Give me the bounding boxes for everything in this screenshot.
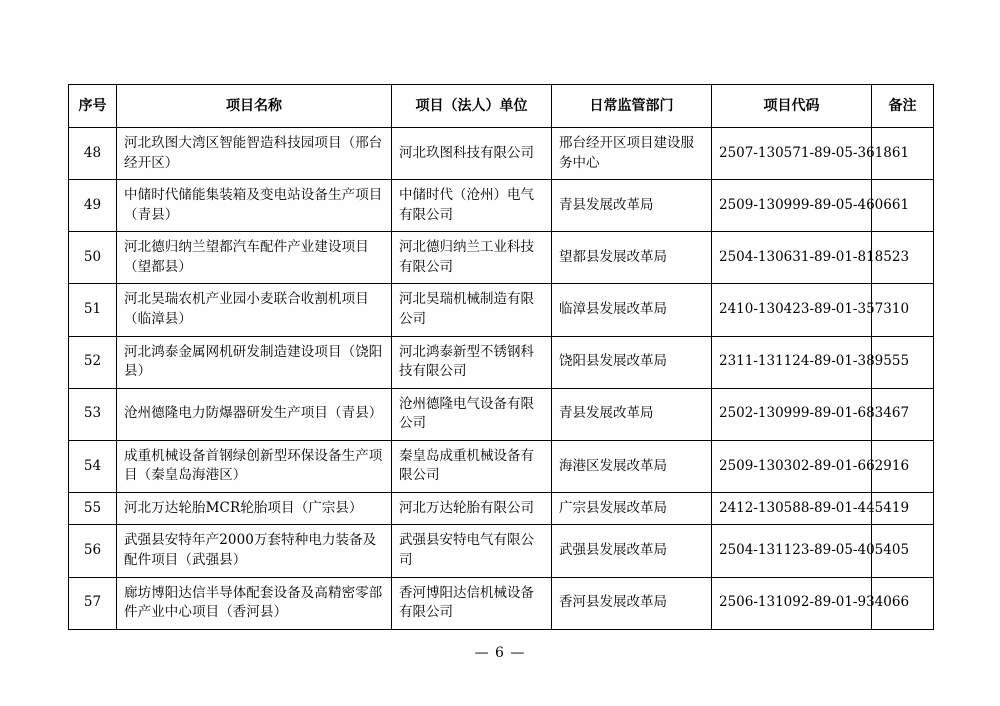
cell-supervision-dept: 香河县发展改革局 — [552, 577, 712, 629]
cell-project-code: 2502-130999-89-01-683467 — [712, 388, 872, 440]
cell-no: 48 — [69, 128, 117, 180]
cell-supervision-dept: 望都县发展改革局 — [552, 232, 712, 284]
cell-no: 54 — [69, 440, 117, 492]
cell-project-name: 武强县安特年产2000万套特种电力装备及配件项目（武强县） — [117, 525, 392, 577]
table-row — [69, 525, 934, 577]
cell-project-code: 2410-130423-89-01-357310 — [712, 284, 872, 336]
table-row — [69, 232, 934, 284]
cell-no: 57 — [69, 577, 117, 629]
cell-project-name: 河北鸿泰金属网机研发制造建设项目（饶阳县） — [117, 336, 392, 388]
cell-entity: 沧州德隆电气设备有限公司 — [392, 388, 552, 440]
table-row — [69, 284, 934, 336]
column-header-project-code: 项目代码 — [712, 85, 872, 128]
cell-supervision-dept: 青县发展改革局 — [552, 180, 712, 232]
cell-project-name: 河北德归纳兰望都汽车配件产业建设项目（望都县） — [117, 232, 392, 284]
cell-project-code: 2509-130302-89-01-662916 — [712, 440, 872, 492]
cell-no: 49 — [69, 180, 117, 232]
cell-entity: 河北玖图科技有限公司 — [392, 128, 552, 180]
cell-entity: 武强县安特电气有限公司 — [392, 525, 552, 577]
cell-entity: 河北鸿泰新型不锈钢科技有限公司 — [392, 336, 552, 388]
cell-project-code: 2509-130999-89-05-460661 — [712, 180, 872, 232]
cell-entity: 河北德归纳兰工业科技有限公司 — [392, 232, 552, 284]
cell-project-code: 2311-131124-89-01-389555 — [712, 336, 872, 388]
table-row — [69, 440, 934, 492]
cell-entity: 河北昊瑞机械制造有限公司 — [392, 284, 552, 336]
cell-supervision-dept: 邢台经开区项目建设服务中心 — [552, 128, 712, 180]
table-row — [69, 128, 934, 180]
table-header — [69, 85, 934, 128]
column-header-supervision-dept: 日常监管部门 — [552, 85, 712, 128]
cell-project-name: 沧州德隆电力防爆器研发生产项目（青县） — [117, 388, 392, 440]
cell-entity: 秦皇岛成重机械设备有限公司 — [392, 440, 552, 492]
cell-no: 56 — [69, 525, 117, 577]
cell-project-name: 成重机械设备首钢绿创新型环保设备生产项目（秦皇岛海港区） — [117, 440, 392, 492]
cell-entity: 中储时代（沧州）电气有限公司 — [392, 180, 552, 232]
column-header-remark: 备注 — [872, 85, 934, 128]
cell-supervision-dept: 饶阳县发展改革局 — [552, 336, 712, 388]
cell-supervision-dept: 临漳县发展改革局 — [552, 284, 712, 336]
cell-no: 51 — [69, 284, 117, 336]
cell-supervision-dept: 青县发展改革局 — [552, 388, 712, 440]
cell-project-code: 2504-131123-89-05-405405 — [712, 525, 872, 577]
cell-no: 55 — [69, 492, 117, 525]
cell-project-code: 2504-130631-89-01-818523 — [712, 232, 872, 284]
project-list-table — [68, 84, 934, 630]
cell-supervision-dept: 海港区发展改革局 — [552, 440, 712, 492]
cell-project-code: 2506-131092-89-01-934066 — [712, 577, 872, 629]
table-row — [69, 577, 934, 629]
column-header-project-name: 项目名称 — [117, 85, 392, 128]
table-row — [69, 180, 934, 232]
cell-project-name: 中储时代储能集装箱及变电站设备生产项目（青县） — [117, 180, 392, 232]
page-number: — 6 — — [474, 645, 526, 661]
cell-project-code: 2507-130571-89-05-361861 — [712, 128, 872, 180]
cell-project-name: 河北玖图大湾区智能智造科技园项目（邢台经开区） — [117, 128, 392, 180]
cell-project-name: 河北昊瑞农机产业园小麦联合收割机项目（临漳县） — [117, 284, 392, 336]
table-header-row — [69, 85, 934, 128]
cell-supervision-dept: 广宗县发展改革局 — [552, 492, 712, 525]
cell-no: 50 — [69, 232, 117, 284]
column-header-entity: 项目（法人）单位 — [392, 85, 552, 128]
cell-no: 53 — [69, 388, 117, 440]
cell-project-name: 河北万达轮胎MCR轮胎项目（广宗县） — [117, 492, 392, 525]
cell-supervision-dept: 武强县发展改革局 — [552, 525, 712, 577]
table-row — [69, 336, 934, 388]
cell-entity: 香河博阳达信机械设备有限公司 — [392, 577, 552, 629]
table-row — [69, 492, 934, 525]
cell-project-name: 廊坊博阳达信半导体配套设备及高精密零部件产业中心项目（香河县） — [117, 577, 392, 629]
cell-no: 52 — [69, 336, 117, 388]
cell-project-code: 2412-130588-89-01-445419 — [712, 492, 872, 525]
table-row — [69, 388, 934, 440]
column-header-no: 序号 — [69, 85, 117, 128]
cell-entity: 河北万达轮胎有限公司 — [392, 492, 552, 525]
table-body — [69, 128, 934, 630]
